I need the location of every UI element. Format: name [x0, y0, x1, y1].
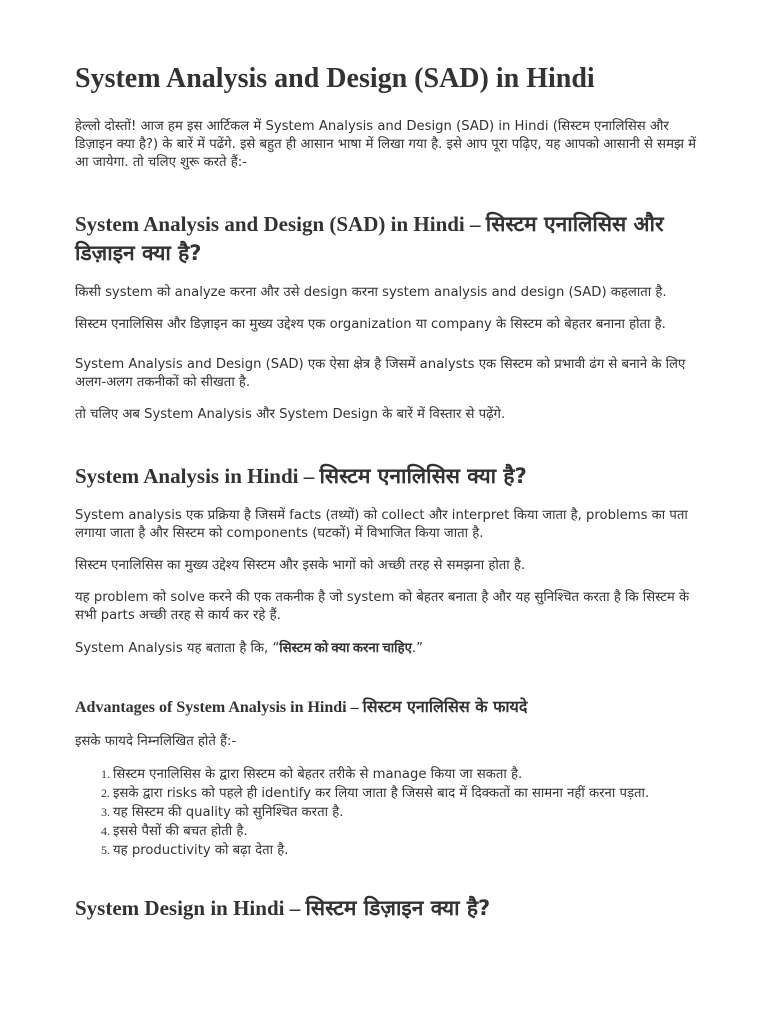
advantages-heading-en: Advantages of System Analysis in Hindi – [75, 699, 363, 716]
page-title: System Analysis and Design (SAD) in Hindi [75, 63, 595, 94]
analysis-p4-suffix: .” [411, 641, 423, 656]
section-heading-analysis-en: System Analysis in Hindi – [75, 464, 320, 488]
list-item: 3. यह सिस्टम की quality को सुनिश्चित करता है. [113, 803, 698, 822]
list-item: 4. इससे पैसों की बचत होती है. [113, 822, 698, 841]
sad-paragraph-4: तो चलिए अब System Analysis और System Design के बारें में विस्तार से पढ़ेंगे. [75, 407, 506, 422]
section-heading-design-hi: सिस्टम डिज़ाइन क्या है? [305, 896, 491, 920]
sad-paragraph-3: System Analysis and Design (SAD) एक ऐसा क्षेत्र है जिसमें analysts एक सिस्टम को प्रभावी ढंग से बनाने के लिए अलग-अलग तकनीकों को सीखता है. [75, 357, 686, 390]
list-item: 5. यह productivity को बढ़ा देता है. [113, 841, 698, 860]
section-heading-analysis [75, 462, 698, 491]
section-heading-sad-hi: सिस्टम एनालिसिस और डिज़ाइन क्या है? [75, 212, 664, 265]
list-item: 2. इसके द्वारा risks को पहले ही identify कर लिया जाता है जिससे बाद में दिक्कतों का सामना नहीं करना पड़ता. [113, 784, 698, 803]
sad-paragraph-1: किसी system को analyze करना और उसे design करना system analysis and design (SAD) कहलाता है. [75, 285, 667, 300]
analysis-paragraph-2: सिस्टम एनालिसिस का मुख्य उद्देश्य सिस्टम और इसके भागों को अच्छी तरह से समझना होता है. [75, 558, 526, 573]
section-heading-analysis-hi: सिस्टम एनालिसिस क्या है? [319, 464, 527, 488]
analysis-paragraph-3: यह problem को solve करने की एक तकनीक है जो system को बेहतर बनाता है और यह सुनिश्चित करता है कि सिस्टम के सभी parts अच्छी तरह से कार्य कर रहे हैं. [75, 590, 690, 623]
section-heading-sad-en: System Analysis and Design (SAD) in Hindi – [75, 212, 486, 236]
intro-paragraph: हेल्लो दोस्तों! आज हम इस आर्टिकल में System Analysis and Design (SAD) in Hindi (सिस्टम एनालिसिस और डिज़ाइन क्या है?) के बारें में पढेंगे. इसे बहुत ही आसान भाषा में लिखा गया है. इसे आप पूरा पढ़िए, यह आपको आसानी से समझ में आ जायेगा. तो चलिए शुरू करते हैं:- [75, 119, 696, 170]
advantages-lead: इसके फायदे निम्नलिखित होते हैं:- [75, 734, 237, 749]
section-heading-design-en: System Design in Hindi – [75, 896, 306, 920]
analysis-paragraph-1: System analysis एक प्रक्रिया है जिसमें facts (तथ्यों) को collect और interpret किया जाता है, problems का पता लगाया जाता है और सिस्टम को components (घटकों) में विभाजित किया जाता है. [75, 508, 688, 541]
advantages-list [75, 765, 698, 860]
analysis-p4-prefix: System Analysis यह बताता है कि, “ [75, 641, 280, 656]
list-item: 1. सिस्टम एनालिसिस के द्वारा सिस्टम को बेहतर तरीके से manage किया जा सकता है. [113, 765, 698, 784]
sad-paragraph-2: सिस्टम एनालिसिस और डिज़ाइन का मुख्य उद्देश्य एक organization या company के सिस्टम को बेहतर बनाना होता है. [75, 317, 666, 332]
section-heading-design [75, 894, 698, 923]
advantages-heading-hi: सिस्टम एनालिसिस के फायदे [362, 697, 528, 716]
advantages-heading [75, 696, 698, 719]
document-page [0, 62, 768, 1024]
analysis-paragraph-4 [75, 639, 698, 658]
analysis-p4-bold: सिस्टम को क्या करना चाहिए [279, 640, 412, 655]
section-heading-sad [75, 210, 698, 268]
